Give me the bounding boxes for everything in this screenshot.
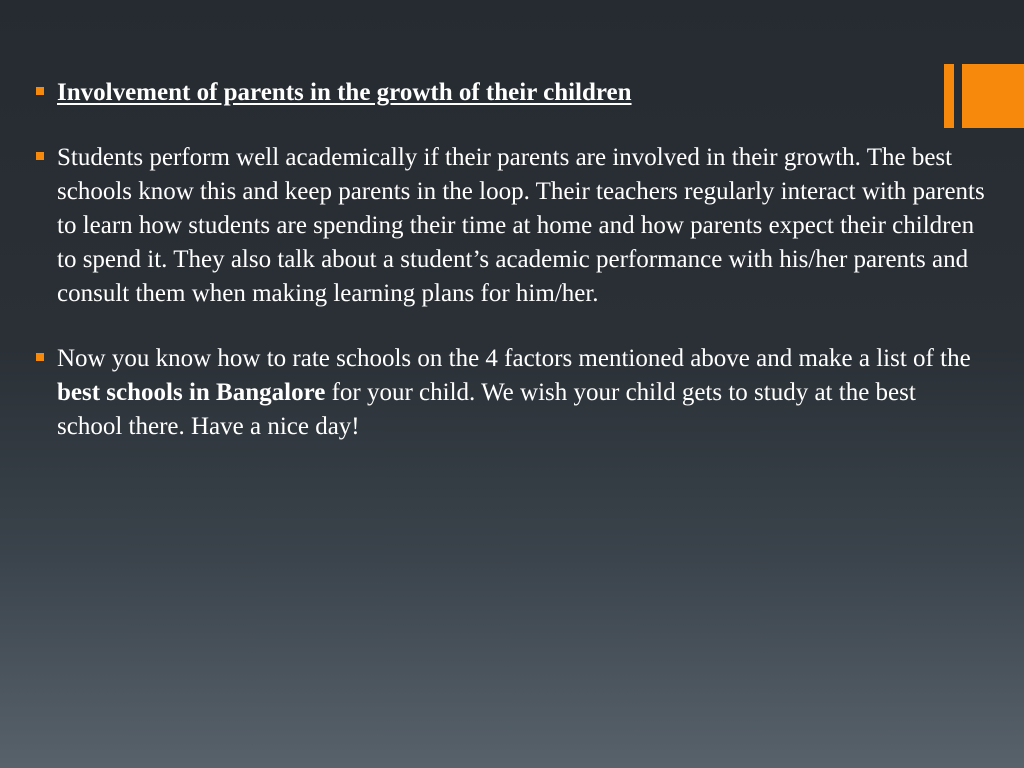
square-bullet-icon <box>36 353 44 361</box>
paragraph-text-after: for your child. We wish your child gets to study at the best school there. Have a nice day! <box>57 379 916 440</box>
square-bullet-icon <box>36 152 44 160</box>
bullet-heading <box>36 76 986 110</box>
heading-text: Involvement of parents in the growth of their children <box>57 79 632 106</box>
square-bullet-icon <box>36 87 44 95</box>
bullet-paragraph-conclusion <box>36 342 986 444</box>
paragraph-text-before: Now you know how to rate schools on the 4 factors mentioned above and make a list of the <box>57 345 971 372</box>
bullet-paragraph-parents <box>36 141 986 311</box>
paragraph-text: Students perform well academically if their parents are involved in their growth. The best schools know this and keep parents in the loop. Their teachers regularly interact with parents to learn how students are spending their time at home and how parents expect their children to spend it. They also talk about a student’s academic performance with his/her parents and consult them when making learning plans for him/her. <box>57 144 985 307</box>
keyword-best-schools: best schools in Bangalore <box>57 379 326 406</box>
slide-content <box>36 76 986 475</box>
